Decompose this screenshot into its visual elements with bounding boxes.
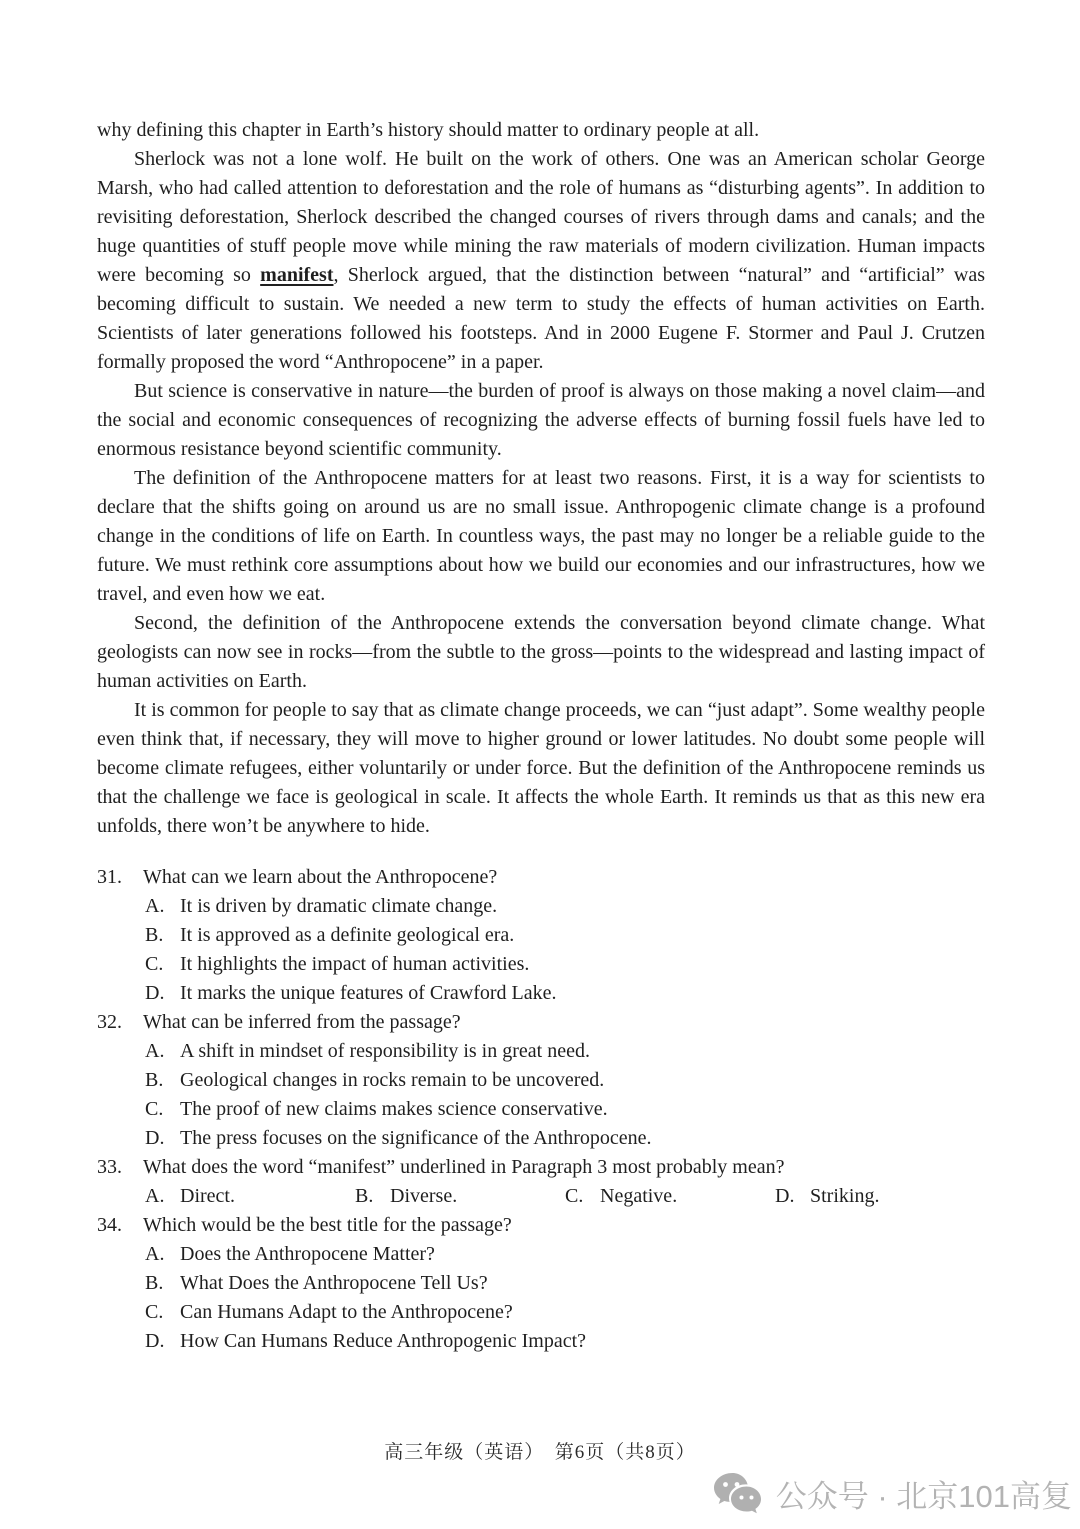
question-number: 33. <box>97 1156 122 1178</box>
option-label: A. <box>145 1243 165 1265</box>
question-number: 31. <box>97 866 122 888</box>
option-A <box>145 1037 985 1066</box>
question-34 <box>97 1211 985 1356</box>
passage-text: Sherlock was not a lone wolf. He built on the work of others. One was an American scholar George Marsh, who had called attention to deforestation and the role of humans as “disturbing agents”. In addition to revisiting deforestation, Sherlock described the changed courses of rivers through dams and canals; and the huge quantities of stuff people move while mining the raw materials of modern civilization. Human impacts were becoming so <box>97 148 985 286</box>
option-label: B. <box>145 1069 164 1091</box>
option-D <box>145 1327 985 1356</box>
option-D <box>775 1182 879 1211</box>
question-number: 34. <box>97 1214 122 1236</box>
passage-paragraph <box>97 145 985 377</box>
passage-paragraph <box>97 377 985 464</box>
option-text: Diverse. <box>390 1185 458 1207</box>
question-body <box>143 1008 985 1153</box>
passage-paragraph <box>97 464 985 609</box>
option-text: Direct. <box>180 1185 235 1207</box>
passage-text: The definition of the Anthropocene matters for at least two reasons. First, it is a way for scientists to declare that the shifts going on around us are no small issue. Anthropogenic climate change is a profound change in the conditions of life on Earth. In countless ways, the past may no longer be a reliable guide to the future. We must rethink core assumptions about how we build our economies and our infrastructures, how we travel, and even how we eat. <box>97 467 985 605</box>
wechat-icon <box>712 1470 766 1516</box>
watermark <box>712 1470 1072 1516</box>
option-text: Geological changes in rocks remain to be uncovered. <box>180 1069 605 1091</box>
passage-text: But science is conservative in nature—the burden of proof is always on those making a novel claim—and the social and economic consequences of recognizing the adverse effects of burning fossil fuels have led to enormous resistance beyond scientific community. <box>97 380 985 460</box>
passage-text: Second, the definition of the Anthropocene extends the conversation beyond climate change. What geologists can now see in rocks—from the subtle to the gross—points to the widespread and lasting impact of human activities on Earth. <box>97 612 985 692</box>
option-text: It marks the unique features of Crawford Lake. <box>180 982 557 1004</box>
option-label: D. <box>145 1127 165 1149</box>
option-C <box>145 1095 985 1124</box>
question-33 <box>97 1153 985 1211</box>
option-text: Negative. <box>600 1185 678 1207</box>
watermark-text: 公众号 · 北京101高复 <box>775 1478 1072 1514</box>
option-label: C. <box>565 1185 584 1207</box>
option-A <box>145 1240 985 1269</box>
option-label: B. <box>145 924 164 946</box>
option-C <box>145 950 985 979</box>
question-body <box>143 1153 985 1211</box>
option-label: A. <box>145 895 165 917</box>
option-B <box>355 1182 565 1211</box>
option-A <box>145 892 985 921</box>
option-C <box>145 1298 985 1327</box>
option-label: B. <box>355 1185 374 1207</box>
option-label: D. <box>145 982 165 1004</box>
question-number: 32. <box>97 1011 122 1033</box>
passage-paragraph <box>97 116 985 145</box>
passage-paragraph <box>97 609 985 696</box>
option-B <box>145 921 985 950</box>
option-text: The proof of new claims makes science conservative. <box>180 1098 608 1120</box>
question-32 <box>97 1008 985 1153</box>
option-text: It is approved as a definite geological era. <box>180 924 515 946</box>
questions-section <box>97 863 985 1356</box>
option-C <box>565 1182 775 1211</box>
question-text: What can be inferred from the passage? <box>143 1011 461 1033</box>
option-A <box>145 1182 355 1211</box>
option-label: B. <box>145 1272 164 1294</box>
option-label: D. <box>145 1330 165 1352</box>
option-text: Striking. <box>810 1185 880 1207</box>
option-text: Can Humans Adapt to the Anthropocene? <box>180 1301 513 1323</box>
option-label: D. <box>775 1185 795 1207</box>
page-content <box>97 116 985 1356</box>
question-text: Which would be the best title for the passage? <box>143 1214 512 1236</box>
passage-text: It is common for people to say that as climate change proceeds, we can “just adapt”. Some wealthy people even think that, if necessary, they will move to higher ground or lower latitudes. No doubt some people will become climate refugees, either voluntarily or under force. But the definition of the Anthropocene reminds us that the challenge we face is geological in scale. It affects the whole Earth. It reminds us that as this new era unfolds, there won’t be anywhere to hide. <box>97 699 985 837</box>
underlined-word-manifest: manifest <box>260 264 334 286</box>
option-text: How Can Humans Reduce Anthropogenic Impact? <box>180 1330 587 1352</box>
question-body <box>143 1211 985 1356</box>
question-body <box>143 863 985 1008</box>
option-D <box>145 979 985 1008</box>
passage-paragraph <box>97 696 985 841</box>
option-B <box>145 1066 985 1095</box>
option-label: C. <box>145 1301 164 1323</box>
option-text: What Does the Anthropocene Tell Us? <box>180 1272 488 1294</box>
page-footer: 高三年级（英语） 第6页（共8页） <box>384 1442 696 1463</box>
option-text: It highlights the impact of human activities. <box>180 953 530 975</box>
passage-text: , Sherlock argued, that the distinction between “natural” and “artificial” was becoming difficult to sustain. We needed a new term to study the effects of human activities on Earth. Scientists of later generations followed his footsteps. And in 2000 Eugene F. Stormer and Paul J. Crutzen formally proposed the word “Anthropocene” in a paper. <box>97 264 985 373</box>
option-label: C. <box>145 953 164 975</box>
option-text: Does the Anthropocene Matter? <box>180 1243 435 1265</box>
option-text: It is driven by dramatic climate change. <box>180 895 498 917</box>
option-text: A shift in mindset of responsibility is in great need. <box>180 1040 590 1062</box>
option-label: A. <box>145 1040 165 1062</box>
option-B <box>145 1269 985 1298</box>
option-label: C. <box>145 1098 164 1120</box>
option-text: The press focuses on the significance of the Anthropocene. <box>180 1127 652 1149</box>
option-D <box>145 1124 985 1153</box>
question-31 <box>97 863 985 1008</box>
question-text: What does the word “manifest” underlined in Paragraph 3 most probably mean? <box>143 1156 785 1178</box>
passage-text: why defining this chapter in Earth’s history should matter to ordinary people at all. <box>97 119 760 141</box>
reading-passage <box>97 116 985 841</box>
question-text: What can we learn about the Anthropocene? <box>143 866 498 888</box>
options-row <box>145 1182 985 1211</box>
option-label: A. <box>145 1185 165 1207</box>
